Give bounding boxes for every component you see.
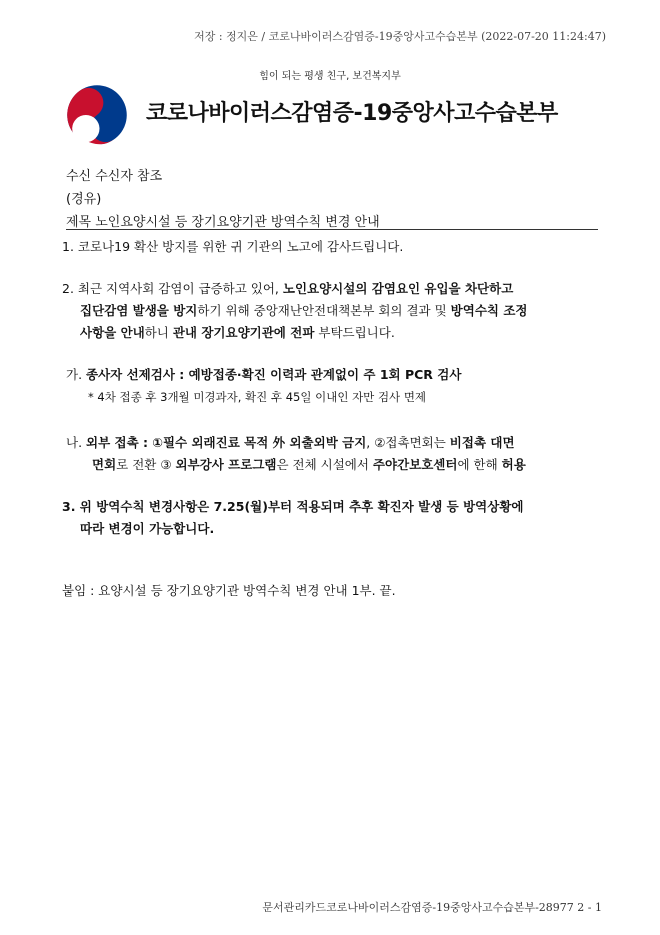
save-stamp: 저장 : 정지은 / 코로나바이러스감염증-19중앙사고수습본부 (2022-07-20 11:24:47) [194,30,606,43]
paragraph-2: 2. 최근 지역사회 감염이 급증하고 있어, 노인요양시설의 감염요인 유입을 차단하고 집단감염 발생을 방지하기 위해 중앙재난안전대책본부 회의 결과 및 방역수칙 조정 사항을 안내하니 관내 장기요양기관에 전파 부탁드립니다. [62,281,528,340]
subject-divider [66,229,598,230]
paragraph-3: 3. 위 방역수칙 변경사항은 7.25(월)부터 적용되며 추후 확진자 발생 등 방역상황에 따라 변경이 가능합니다. [62,499,524,536]
organization-name: 코로나바이러스감염증-19중앙사고수습본부 [146,101,558,126]
paragraph-1: 1. 코로나19 확산 방지를 위한 귀 기관의 노고에 감사드립니다. [62,239,404,254]
recipient-line: 수신 수신자 참조 [66,169,163,184]
item-ga: 가. 종사자 선제검사 : 예방접종·확진 이력과 관계없이 주 1회 PCR 검사 * 4차 접종 후 3개월 미경과자, 확진 후 45일 이내인 자만 검사 면제 [66,364,606,408]
attachment-line: 붙임 : 요양시설 등 장기요양기관 방역수칙 변경 안내 1부. 끝. [62,583,396,598]
ministry-slogan: 힘이 되는 평생 친구, 보건복지부 [259,71,401,82]
via-line: (경유) [66,192,102,207]
taegeuk-logo-icon [66,84,128,146]
document-footer: 문서관리카드코로나바이러스감염증-19중앙사고수습본부-28977 2 - 1 [262,901,602,914]
item-na: 나. 외부 접촉 : ①필수 외래진료 목적 外 외출외박 금지, ②접촉면회는 비접촉 대면 면회로 전환 ③ 외부강사 프로그램은 전체 시설에서 주야간보호센터에 한해 허용 [66,435,526,472]
item-ga-note: * 4차 접종 후 3개월 미경과자, 확진 후 45일 이내인 자만 검사 면제 [88,390,427,404]
subject-line: 제목 노인요양시설 등 장기요양기관 방역수칙 변경 안내 [66,215,380,230]
